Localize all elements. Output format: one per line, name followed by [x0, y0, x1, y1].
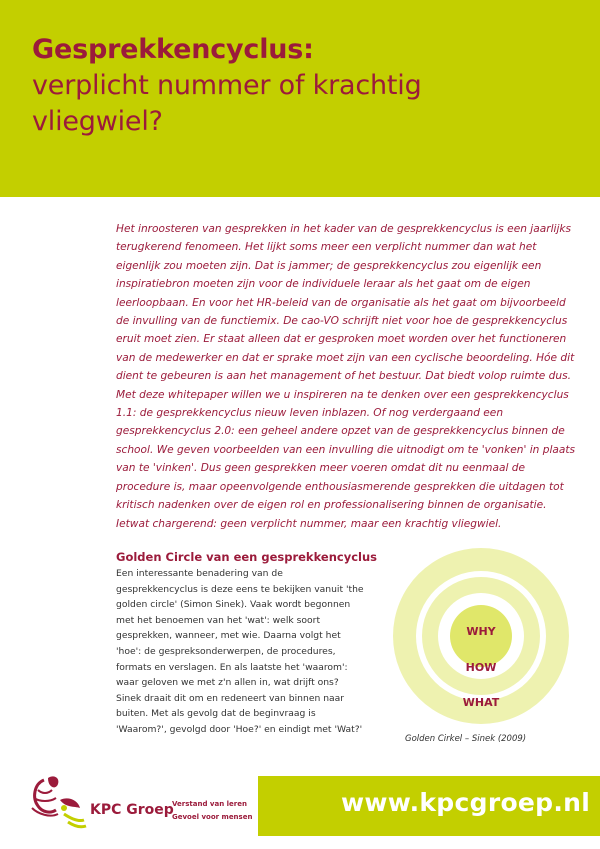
page-title: [32, 32, 422, 140]
header-banner: [0, 0, 600, 197]
brand-tagline: [172, 798, 252, 824]
diagram-caption: Golden Cirkel – Sinek (2009): [405, 734, 527, 744]
brand-name: KPC Groep: [90, 802, 174, 818]
golden-circle-diagram: [393, 548, 569, 724]
what-label: WHAT: [462, 696, 500, 709]
kpc-logo-icon: [24, 770, 90, 832]
intro-text: [116, 220, 578, 533]
tagline-line-2: Gevoel voor mensen: [172, 813, 253, 821]
intro-paragraph-1: Het inroosteren van gesprekken in het kader van de gesprekkencyclus is een jaarlijks terugkerend fenomeen. Het lijkt soms meer een verplicht nummer dan wat het eigenlijk zou moeten zijn. Dat is jammer; de gesprekkencyclus zou eigenlijk een inspiratiebron moeten zijn voor de individuele leraar als het gaat om de eigen leerloopbaan. En voor het HR-beleid van de organisatie als het gaat om bijvoorbeeld de invulling van de functiemix. De cao-VO schrijft niet voor hoe de gesprekkencyclus eruit moet zien. Er staat alleen dat er gesproken moet worden over het functioneren van de medewerker en dat er sprake moet zijn van een cyclische beoordeling. Hóe dit dient te gebeuren is aan het management of het bestuur. Dat biedt volop ruimte dus.: [116, 223, 575, 383]
title-line-2: verplicht nummer of krachtig: [32, 70, 422, 101]
title-line-1: Gesprekkencyclus:: [32, 34, 314, 65]
why-label: WHY: [466, 625, 496, 638]
website-link[interactable]: www.kpcgroep.nl: [341, 788, 591, 817]
title-line-3: vliegwiel?: [32, 106, 163, 137]
how-label: HOW: [465, 661, 497, 674]
section-body: Een interessante benadering van de gesprekkencyclus is deze eens te bekijken vanuit 'the golden circle' (Simon Sinek). Vaak wordt begonnen met het benoemen van het 'wat': welk soort gesprekken, wanneer, met wie. Daarna volgt het 'hoe': de gespreksonderwerpen, de procedures, formats en verslagen. En als laatste het 'waarom': waar geloven we met z'n allen in, wat drijft ons? Sinek draait dit om en redeneert van binnen naar buiten. Met als gevolg dat de beginvraag is 'Waarom?', gevolgd door 'Hoe?' en eindigt met 'Wat?': [116, 568, 364, 735]
tagline-line-1: Verstand van leren: [172, 800, 247, 808]
section-heading: Golden Circle van een gesprekkencyclus: [116, 550, 378, 564]
intro-paragraph-2: Met deze whitepaper willen we u inspireren na te denken over een gesprekkencyclus 1.1: de gesprekkencyclus nieuw leven inblazen. Of nog verdergaand een gesprekkencyclus 2.0: een geheel andere opzet van de gesprekkencyclus binnen de school. We geven voorbeelden van een invulling die uitnodigt om te 'vonken' in plaats van te 'vinken'. Dus geen gesprekken meer voeren omdat dit nu eenmaal de procedure is, maar opeenvolgende enthousiasmerende gesprekken die uitdagen tot kritisch nadenken over de eigen rol en professionalisering binnen de organisatie. Ietwat chargerend: geen verplicht nummer, maar een krachtig vliegwiel.: [116, 388, 576, 530]
